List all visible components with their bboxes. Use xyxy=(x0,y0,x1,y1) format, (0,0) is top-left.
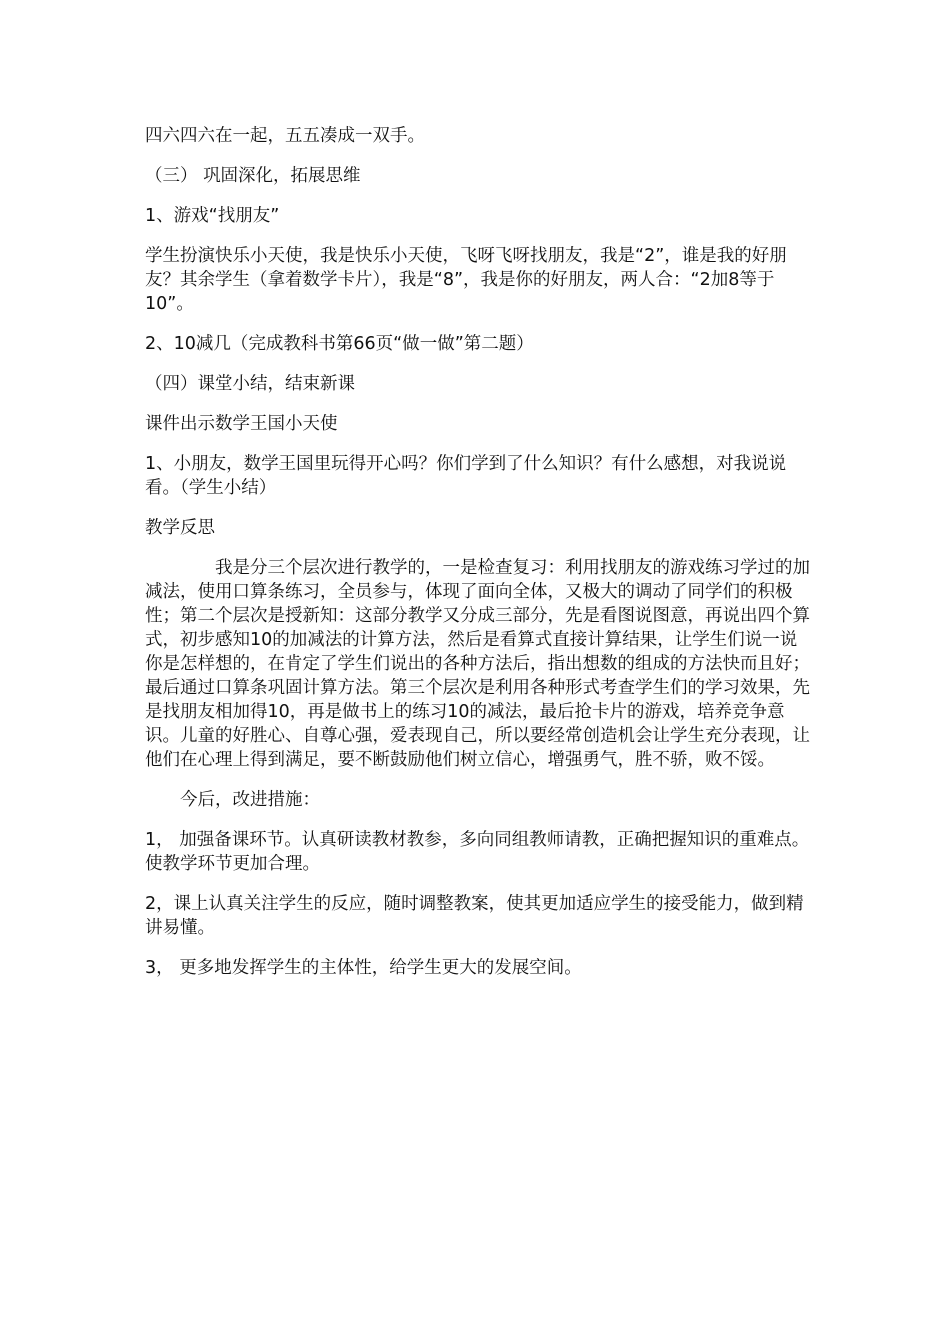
section-heading-4: （四）课堂小结，结束新课 xyxy=(145,374,355,394)
item-ten-minus: 2、10减几（完成教科书第66页“做一做”第二题） xyxy=(145,334,534,354)
item-game-title: 1、游戏“找朋友” xyxy=(145,206,280,226)
improvement-item-2: 2，课上认真关注学生的反应，随时调整教案，使其更加适应学生的接受能力，做到精讲易懂。 xyxy=(145,894,804,938)
heading-improvements: 今后，改进措施： xyxy=(180,790,320,810)
paragraph-game-description: 学生扮演快乐小天使，我是快乐小天使，飞呀飞呀找朋友，我是“2”，谁是我的好朋友？其余学生（拿着数学卡片），我是“8”，我是你的好朋友，两人合：“2加8等于10”。 xyxy=(145,246,787,314)
heading-teaching-reflection: 教学反思 xyxy=(145,518,215,538)
paragraph-courseware: 课件出示数学王国小天使 xyxy=(145,414,338,434)
paragraph-reflection-body: 我是分三个层次进行教学的，一是检查复习：利用找朋友的游戏练习学过的加减法，使用口算条练习，全员参与，体现了面向全体，又极大的调动了同学们的积极性；第二个层次是授新知：这部分教学又分成三部分，先是看图说图意，再说出四个算式，初步感知10的加减法的计算方法，然后是看算式直接计算结果，让学生们说一说你是怎样想的，在肯定了学生们说出的各种方法后，指出想数的组成的方法快而且好；最后通过口算条巩固计算方法。第三个层次是利用各种形式考查学生们的学习效果，先是找朋友相加得10，再是做书上的练习10的减法，最后抢卡片的游戏，培养竞争意识。儿童的好胜心、自尊心强，爱表现自己，所以要经常创造机会让学生充分表现，让他们在心理上得到满足，要不断鼓励他们树立信心，增强勇气，胜不骄，败不馁。 xyxy=(145,558,810,770)
improvement-item-1: 1， 加强备课环节。认真研读教材教参，多向同组教师请教，正确把握知识的重难点。使教学环节更加合理。 xyxy=(145,830,810,874)
paragraph-rhyme: 四六四六在一起，五五凑成一双手。 xyxy=(145,126,425,146)
section-heading-3: （三） 巩固深化，拓展思维 xyxy=(145,166,361,186)
item-summary-question: 1、小朋友，数学王国里玩得开心吗？你们学到了什么知识？有什么感想，对我说说看。（学生小结） xyxy=(145,454,787,498)
improvement-item-3: 3， 更多地发挥学生的主体性，给学生更大的发展空间。 xyxy=(145,958,582,978)
document-page xyxy=(145,124,810,996)
